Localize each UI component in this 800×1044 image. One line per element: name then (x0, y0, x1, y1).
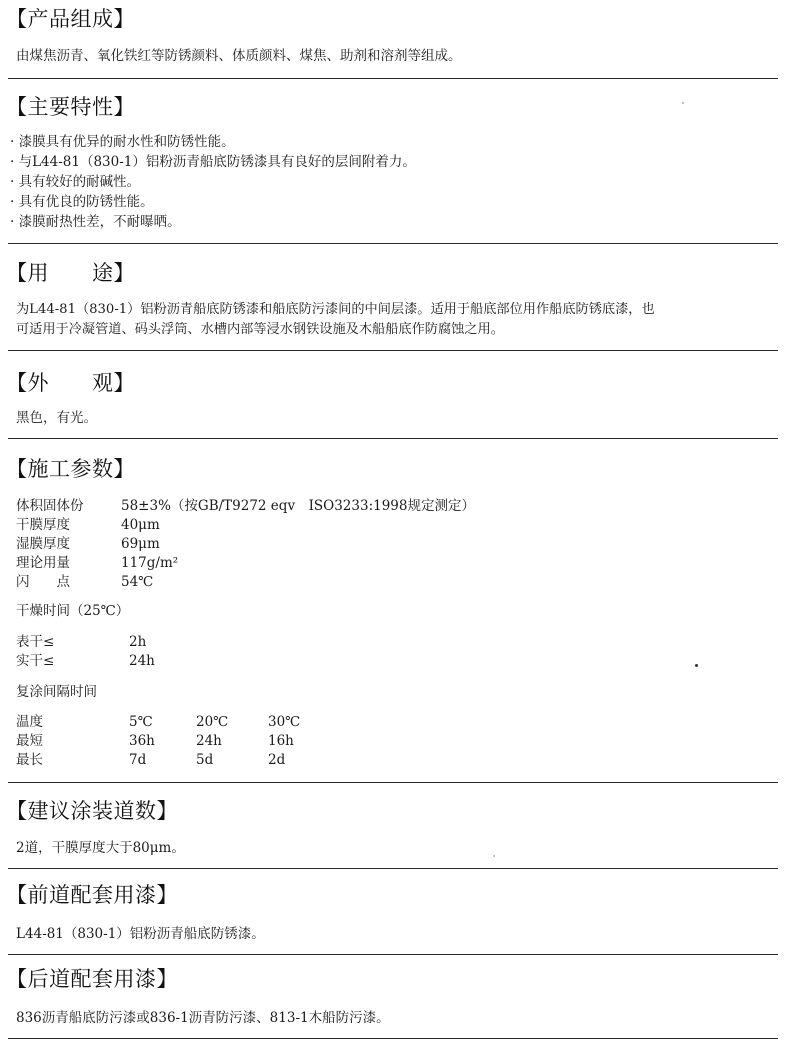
recoat-header-label: 温度 (16, 714, 43, 730)
previous-coat-text: L44-81（830-1）铝粉沥青船底防锈漆。 (16, 926, 265, 942)
recoat-row-value: 16h (268, 733, 294, 749)
drying-value: 24h (129, 653, 155, 669)
drying-value: 2h (129, 634, 147, 650)
spec-label: 体积固体份 (16, 498, 84, 514)
section-divider (8, 868, 778, 869)
spec-label: 闪 点 (16, 574, 70, 590)
scan-speck (682, 102, 684, 104)
spec-value: 58±3%（按GB/T9272 eqv ISO3233:1998规定测定） (121, 498, 475, 514)
recoat-header-temp: 5℃ (129, 714, 153, 730)
section-heading-previous: 【前道配套用漆】 (6, 883, 178, 907)
section-heading-parameters: 【施工参数】 (6, 457, 135, 481)
scan-speck (493, 855, 495, 857)
scan-speck (695, 664, 698, 667)
section-divider (8, 782, 778, 783)
feature-item: · 漆膜耐热性差，不耐曝晒。 (10, 214, 181, 230)
composition-text: 由煤焦沥青、氧化铁红等防锈颜料、体质颜料、煤焦、助剂和溶剂等组成。 (16, 48, 462, 64)
section-divider (8, 243, 778, 244)
section-heading-features: 【主要特性】 (6, 95, 135, 119)
appearance-text: 黑色，有光。 (16, 410, 97, 426)
section-heading-coats: 【建议涂装道数】 (6, 799, 178, 823)
drying-label: 实干≤ (16, 653, 55, 669)
spec-value: 69μm (121, 536, 160, 552)
spec-value: 40μm (121, 517, 160, 533)
recoat-row-value: 5d (196, 752, 214, 768)
recoat-title: 复涂间隔时间 (16, 684, 97, 700)
recoat-row-value: 2d (268, 752, 286, 768)
feature-item: · 具有优良的防锈性能。 (10, 194, 154, 210)
recoat-row-value: 36h (129, 733, 155, 749)
feature-item: · 具有较好的耐碱性。 (10, 174, 141, 190)
feature-item: · 与L44-81（830-1）铝粉沥青船底防锈漆具有良好的层间附着力。 (10, 154, 416, 170)
section-heading-appearance: 【外 观】 (6, 371, 135, 395)
recoat-row-label: 最长 (16, 752, 43, 768)
recoat-header-temp: 20℃ (196, 714, 229, 730)
spec-value: 54℃ (121, 574, 154, 590)
next-coat-text: 836沥青船底防污漆或836-1沥青防污漆、813-1木船防污漆。 (16, 1010, 390, 1026)
spec-label: 湿膜厚度 (16, 536, 70, 552)
coats-text: 2道，干膜厚度大于80μm。 (16, 840, 185, 856)
drying-label: 表干≤ (16, 634, 55, 650)
recoat-header-temp: 30℃ (268, 714, 301, 730)
recoat-row-label: 最短 (16, 733, 43, 749)
section-heading-usage: 【用 途】 (6, 261, 135, 285)
drying-title: 干燥时间（25℃） (16, 603, 130, 619)
section-divider (8, 1038, 778, 1039)
feature-item: · 漆膜具有优异的耐水性和防锈性能。 (10, 134, 235, 150)
section-divider (8, 954, 778, 955)
spec-label: 理论用量 (16, 555, 70, 571)
section-divider (8, 350, 778, 351)
spec-value: 117g/m² (121, 555, 179, 571)
recoat-row-value: 24h (196, 733, 222, 749)
section-divider (8, 78, 778, 79)
usage-line: 可适用于冷凝管道、码头浮筒、水槽内部等浸水钢铁设施及木船船底作防腐蚀之用。 (16, 322, 504, 337)
section-divider (8, 438, 778, 439)
recoat-row-value: 7d (129, 752, 147, 768)
section-heading-composition: 【产品组成】 (6, 7, 135, 31)
spec-label: 干膜厚度 (16, 517, 70, 533)
usage-line: 为L44-81（830-1）铝粉沥青船底防锈漆和船底防污漆间的中间层漆。适用于船底部位用作船底防锈底漆，也 (16, 302, 655, 317)
section-heading-next: 【后道配套用漆】 (6, 967, 178, 991)
